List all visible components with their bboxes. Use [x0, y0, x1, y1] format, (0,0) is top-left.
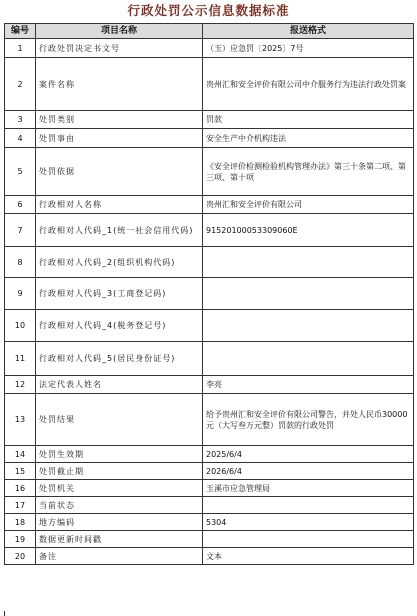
penalty-data-table: [4, 23, 414, 565]
table-row: [5, 310, 414, 342]
row-value: 2025/6/4: [203, 446, 414, 463]
row-name: 处罚生效期: [36, 446, 203, 463]
row-value: 2026/6/4: [203, 463, 414, 480]
row-value: [203, 497, 414, 514]
row-num: 5: [5, 148, 36, 196]
row-value: 文本: [203, 548, 414, 565]
document-title: 行政处罚公示信息数据标准: [127, 3, 290, 18]
row-name: 行政处罚决定书文号: [36, 39, 203, 58]
table-row: [5, 480, 414, 497]
table-row: [5, 497, 414, 514]
row-value: 贵州汇和安全评价有限公司: [203, 196, 414, 214]
table-row: [5, 446, 414, 463]
row-value: 李亮: [203, 376, 414, 394]
table-row: [5, 376, 414, 394]
row-num: 6: [5, 196, 36, 214]
row-num: 10: [5, 310, 36, 342]
row-name: 行政相对人代码_2(组织机构代码): [36, 247, 203, 278]
row-value: [203, 247, 414, 278]
table-row: [5, 342, 414, 376]
row-num: 3: [5, 111, 36, 129]
table-row: [5, 514, 414, 531]
row-name: 处罚类别: [36, 111, 203, 129]
row-name: 数据更新时间戳: [36, 531, 203, 548]
row-value: [203, 342, 414, 376]
table-row: [5, 196, 414, 214]
row-num: 9: [5, 278, 36, 310]
row-value: 5304: [203, 514, 414, 531]
row-num: 7: [5, 214, 36, 247]
table-row: [5, 129, 414, 148]
row-name: 备注: [36, 548, 203, 565]
row-num: 2: [5, 58, 36, 111]
row-num: 16: [5, 480, 36, 497]
table-row: [5, 278, 414, 310]
row-value: 《安全评价检测检验机构管理办法》第三十条第二项、第三项、第十项: [203, 148, 414, 196]
table-row: [5, 548, 414, 565]
row-num: 14: [5, 446, 36, 463]
row-name: 行政相对人代码_5(居民身份证号): [36, 342, 203, 376]
row-num: 15: [5, 463, 36, 480]
table-row: [5, 111, 414, 129]
row-num: 11: [5, 342, 36, 376]
table-row: [5, 394, 414, 446]
header-value: 报送格式: [203, 24, 414, 39]
row-value: [203, 531, 414, 548]
row-num: 20: [5, 548, 36, 565]
row-name: 案件名称: [36, 58, 203, 111]
row-value: [203, 310, 414, 342]
row-name: 行政相对人代码_4(税务登记号): [36, 310, 203, 342]
row-name: 当前状态: [36, 497, 203, 514]
row-name: 处罚机关: [36, 480, 203, 497]
row-value: 玉溪市应急管理局: [203, 480, 414, 497]
table-row: [5, 214, 414, 247]
row-name: 地方编码: [36, 514, 203, 531]
table-row: [5, 39, 414, 58]
row-num: 19: [5, 531, 36, 548]
row-value: 给予贵州汇和安全评价有限公司警告，并处人民币30000元（大写叁万元整）罚款的行政处罚: [203, 394, 414, 446]
row-num: 13: [5, 394, 36, 446]
table-header-row: [5, 24, 414, 39]
row-name: 行政相对人名称: [36, 196, 203, 214]
row-name: 处罚结果: [36, 394, 203, 446]
row-num: 8: [5, 247, 36, 278]
table-row: [5, 247, 414, 278]
table-row: [5, 531, 414, 548]
row-num: 18: [5, 514, 36, 531]
row-value: 罚款: [203, 111, 414, 129]
row-name: 行政相对人代码_3(工商登记码): [36, 278, 203, 310]
row-num: 12: [5, 376, 36, 394]
row-value: 91520100053309060E: [203, 214, 414, 247]
row-num: 4: [5, 129, 36, 148]
row-name: 处罚依据: [36, 148, 203, 196]
row-name: 处罚截止期: [36, 463, 203, 480]
page-edge-mark: [4, 611, 5, 616]
row-value: 安全生产中介机构违法: [203, 129, 414, 148]
table-row: [5, 58, 414, 111]
table-row: [5, 148, 414, 196]
row-name: 行政相对人代码_1(统一社会信用代码): [36, 214, 203, 247]
row-num: 17: [5, 497, 36, 514]
row-value: （玉）应急罚〔2025〕7号: [203, 39, 414, 58]
header-num: 编号: [5, 24, 36, 39]
header-name: 项目名称: [36, 24, 203, 39]
row-num: 1: [5, 39, 36, 58]
row-name: 处罚事由: [36, 129, 203, 148]
row-value: 贵州汇和安全评价有限公司中介服务行为违法行政处罚案: [203, 58, 414, 111]
row-value: [203, 278, 414, 310]
table-row: [5, 463, 414, 480]
row-name: 法定代表人姓名: [36, 376, 203, 394]
